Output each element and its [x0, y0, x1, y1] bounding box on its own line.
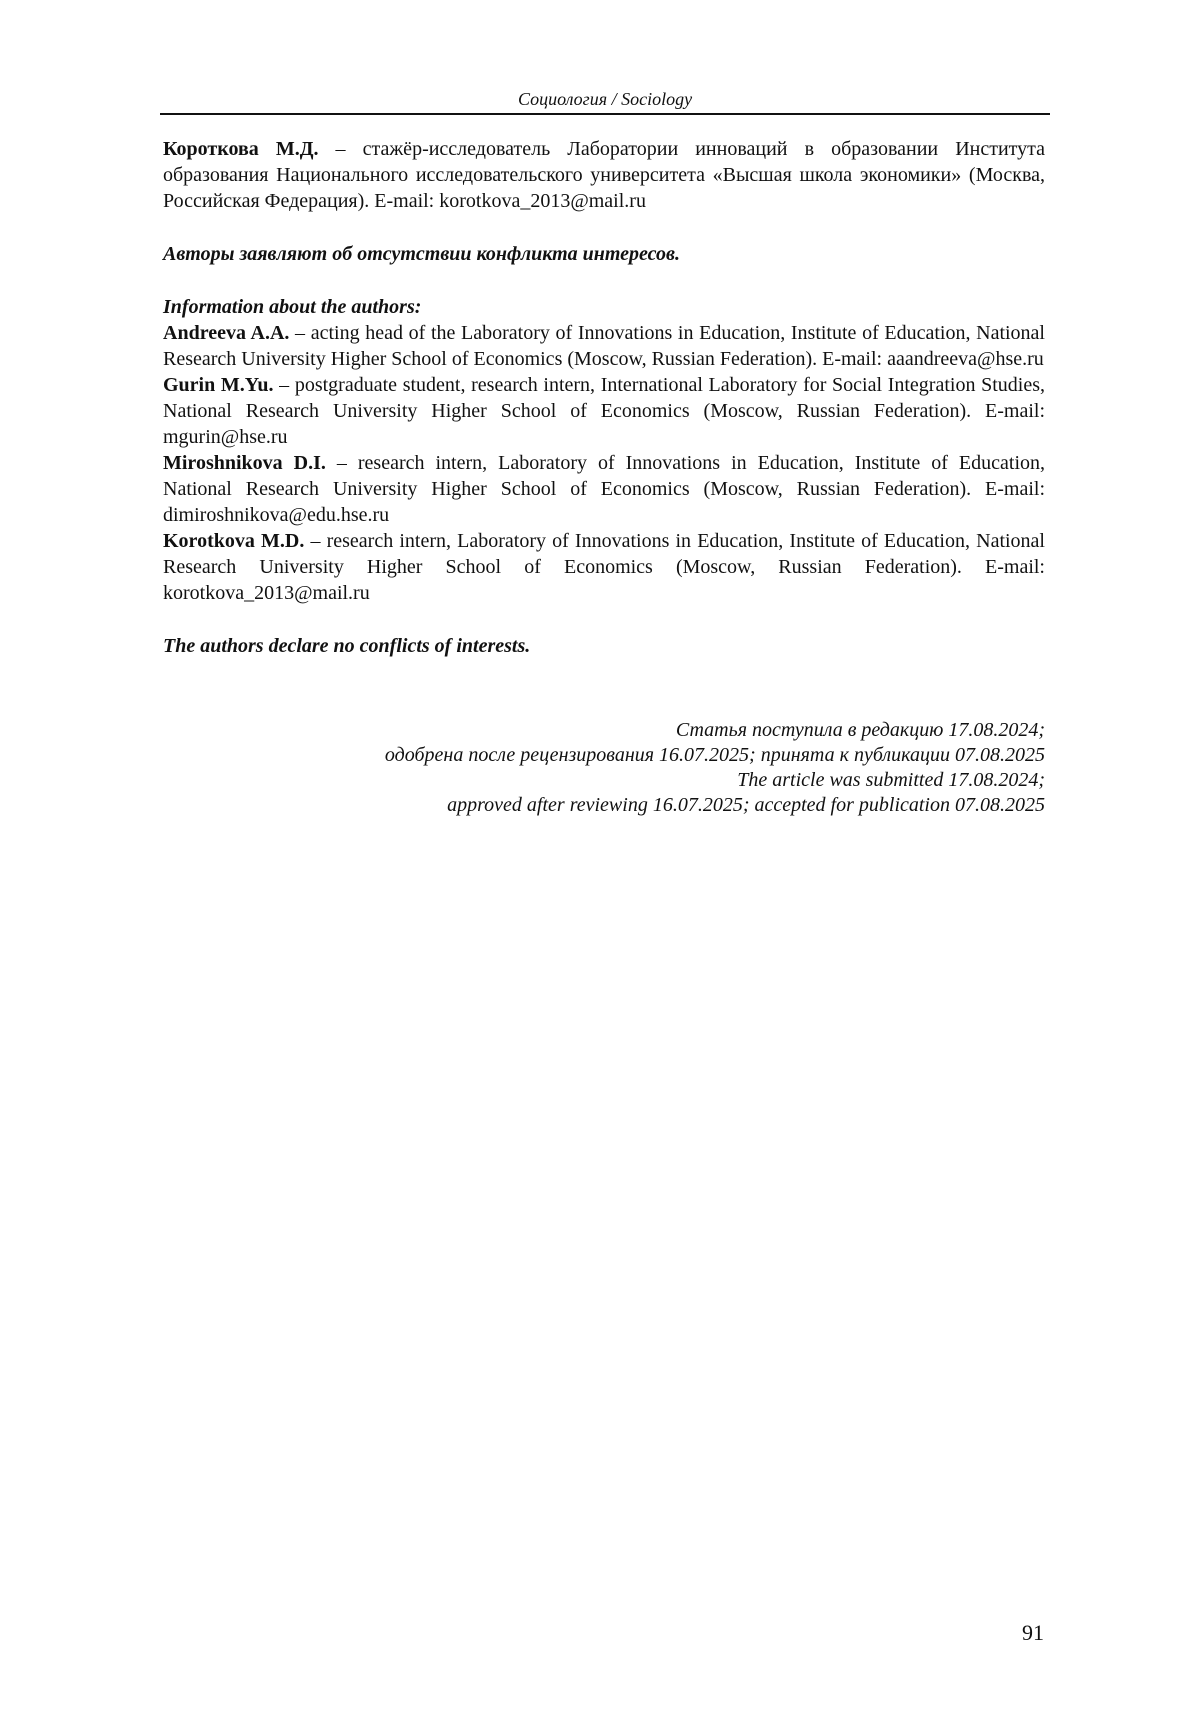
spacer: [163, 606, 1045, 633]
en-dates-line-1: The article was submitted 17.08.2024;: [737, 769, 1045, 791]
submission-dates: [163, 718, 1045, 818]
ru-conflict-declaration: Авторы заявляют об отсутствии конфликта интересов.: [163, 243, 680, 265]
en-conflict-declaration: The authors declare no conflicts of interests.: [163, 635, 531, 657]
author-name: Miroshnikova D.I.: [163, 452, 326, 474]
author-description: – стажёр-исследователь Лаборатории инноваций в образовании Института образования Национального исследовательского университета «Высшая школа экономики» (Москва, Российская Федерация). E-mail: korotkova_2013@mail.ru: [163, 138, 1045, 212]
en-author-entry: [163, 528, 1045, 606]
author-info-section: [163, 136, 1045, 659]
author-description: – research intern, Laboratory of Innovations in Education, Institute of Education, National Research University Higher School of Economics (Moscow, Russian Federation). E-mail: korotkova_2013@mail.ru: [163, 530, 1045, 604]
author-name: Короткова М.Д.: [163, 138, 319, 160]
spacer: [163, 214, 1045, 241]
ru-dates-line-2: одобрена после рецензирования 16.07.2025; принята к публикации 07.08.2025: [384, 744, 1045, 766]
author-description: – acting head of the Laboratory of Innovations in Education, Institute of Education, National Research University Higher School of Economics (Moscow, Russian Federation). E-mail: aaandreeva@hse.ru: [163, 322, 1045, 370]
ru-author-entry: [163, 136, 1045, 214]
en-author-entry: [163, 372, 1045, 450]
spacer: [163, 267, 1045, 294]
en-author-entry: [163, 450, 1045, 528]
page-number: 91: [1022, 1620, 1044, 1645]
author-name: Andreeva A.A.: [163, 322, 290, 344]
header-rule: [160, 113, 1050, 115]
en-dates-line-2: approved after reviewing 16.07.2025; accepted for publication 07.08.2025: [447, 794, 1045, 816]
en-info-heading: Information about the authors:: [163, 296, 422, 318]
author-name: Gurin M.Yu.: [163, 374, 274, 396]
author-name: Korotkova M.D.: [163, 530, 305, 552]
author-description: – research intern, Laboratory of Innovations in Education, Institute of Education, National Research University Higher School of Economics (Moscow, Russian Federation). E-mail: dimiroshnikova@edu.hse.ru: [163, 452, 1045, 526]
en-author-entry: [163, 320, 1045, 372]
running-head: Социология / Sociology: [517, 89, 693, 109]
ru-dates-line-1: Статья поступила в редакцию 17.08.2024;: [675, 719, 1045, 741]
author-description: – postgraduate student, research intern, International Laboratory for Social Integration Studies, National Research University Higher School of Economics (Moscow, Russian Federation). E-mail: mgurin@hse.ru: [163, 374, 1046, 448]
